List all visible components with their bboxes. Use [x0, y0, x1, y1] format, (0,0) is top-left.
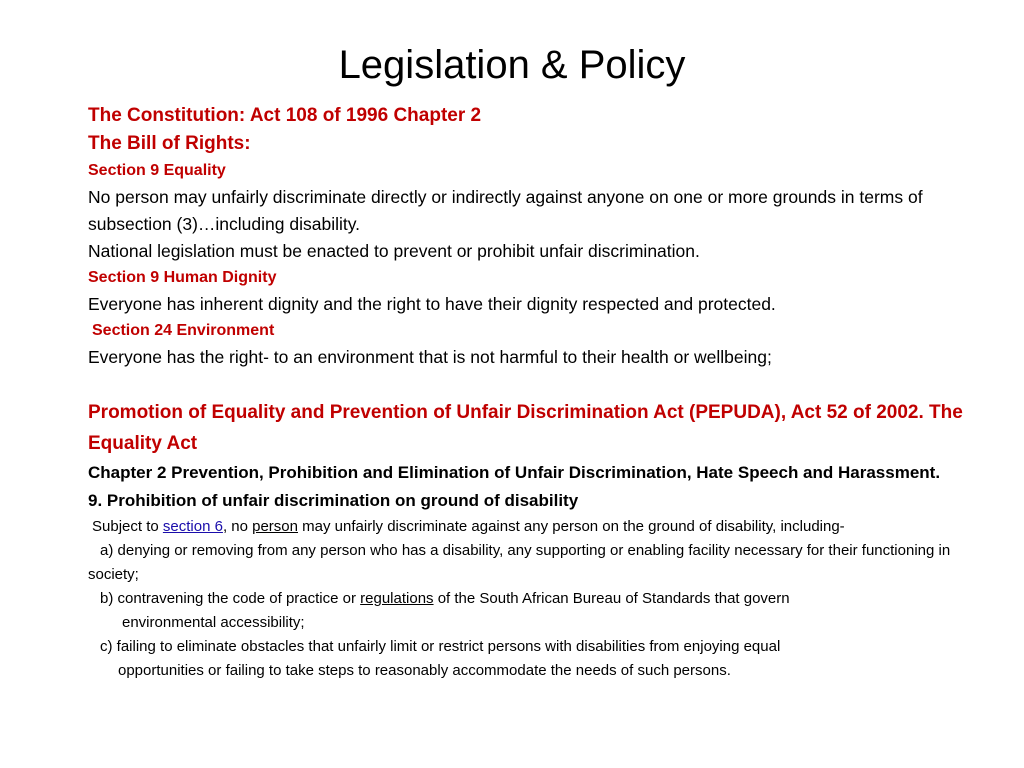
- pepuda-heading: Promotion of Equality and Prevention of Unfair Discrimination Act (PEPUDA), Act 52 of 2002. The Equality Act: [88, 402, 963, 454]
- item-a: a) denying or removing from any person who has a disability, any supporting or enabling facility necessary for their functioning in society;: [88, 542, 951, 583]
- intro-text-2: , no: [222, 518, 253, 535]
- section6-link[interactable]: section 6: [162, 518, 223, 535]
- item-b-line2: environmental accessibility;: [122, 614, 305, 631]
- section9-dignity-heading: Section 9 Human Dignity: [88, 269, 277, 286]
- page-title: Legislation & Policy: [338, 43, 686, 87]
- section24-heading: Section 24 Environment: [92, 322, 275, 339]
- item-b: [88, 587, 988, 611]
- regulations-link[interactable]: regulations: [360, 590, 434, 607]
- item-c-line2: opportunities or failing to take steps to reasonably accommodate the needs of such persons.: [118, 662, 731, 679]
- item-b-text-2: of the South African Bureau of Standards that govern: [433, 590, 790, 607]
- bill-of-rights-heading: The Bill of Rights:: [88, 133, 251, 154]
- spacer: [88, 371, 988, 397]
- slide-content: [88, 102, 988, 683]
- section9-intro: [88, 515, 988, 539]
- item-b-text-1: b) contravening the code of practice or: [100, 590, 361, 607]
- item-c: c) failing to eliminate obstacles that unfairly limit or restrict persons with disabilities from enjoying equal: [100, 638, 781, 655]
- national-legislation-text: National legislation must be enacted to prevent or prohibit unfair discrimination.: [88, 241, 700, 261]
- section9-prohibition-heading: 9. Prohibition of unfair discrimination on ground of disability: [88, 491, 579, 510]
- intro-text-3: may unfairly discriminate against any person on the ground of disability, including-: [298, 518, 845, 535]
- section9-equality-heading: Section 9 Equality: [88, 162, 226, 179]
- chapter2-heading: Chapter 2 Prevention, Prohibition and Elimination of Unfair Discrimination, Hate Speech and Harassment.: [88, 463, 941, 482]
- section9-dignity-text: Everyone has inherent dignity and the right to have their dignity respected and protected.: [88, 294, 776, 314]
- person-link[interactable]: person: [252, 518, 298, 535]
- constitution-heading: The Constitution: Act 108 of 1996 Chapter 2: [88, 105, 482, 126]
- section24-text: Everyone has the right- to an environment that is not harmful to their health or wellbeing;: [88, 347, 772, 367]
- intro-text-1: Subject to: [92, 518, 163, 535]
- section9-equality-text: No person may unfairly discriminate directly or indirectly against anyone on one or more grounds in terms of subsection (3)…including disability.: [88, 187, 923, 234]
